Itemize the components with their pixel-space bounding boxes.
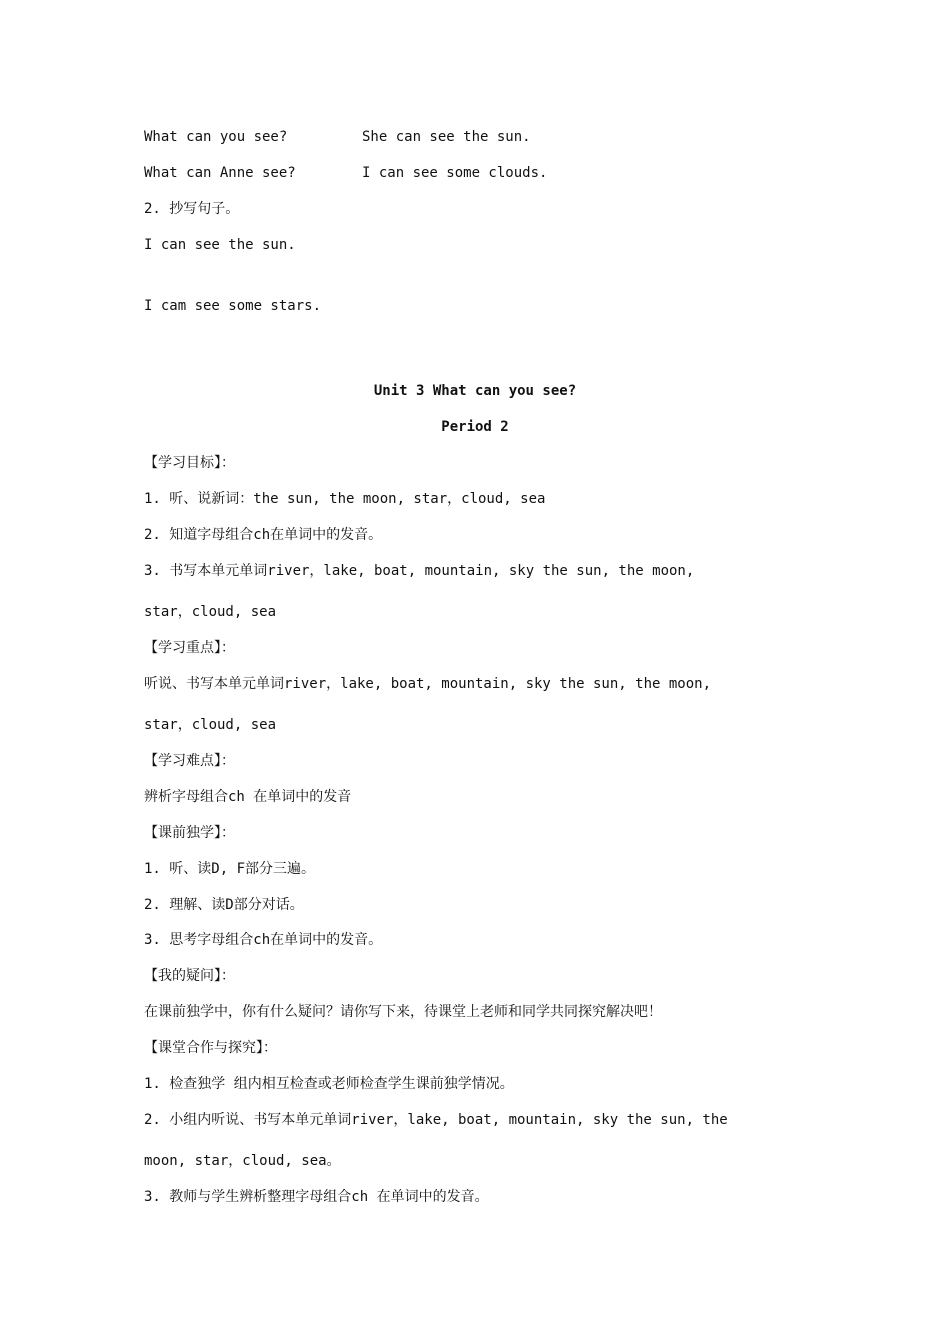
period-title: Period 2 xyxy=(441,419,509,435)
copy-heading: 2. 抄写句子。 xyxy=(144,201,240,217)
key-point-1: 听说、书写本单元单词river，lake, boat, mountain, sky the sun, the moon, xyxy=(144,676,712,692)
questions-text: 在课前独学中，你有什么疑问？请你写下来，待课堂上老师和同学共同探究解决吧！ xyxy=(144,1004,662,1020)
difficulty-1: 辨析字母组合ch 在单词中的发音 xyxy=(144,789,352,805)
copy-line-2: I cam see some stars. xyxy=(144,298,322,314)
unit-title: Unit 3 What can you see? xyxy=(373,383,577,399)
key-point-1-continued: star，cloud, sea xyxy=(144,717,277,733)
key-points-heading: 【学习重点】： xyxy=(144,640,235,656)
match-question-1: What can you see? xyxy=(144,129,288,145)
cooperation-3: 3. 教师与学生辨析整理字母组合ch 在单词中的发音。 xyxy=(144,1189,489,1205)
objective-2: 2. 知道字母组合ch在单词中的发音。 xyxy=(144,527,383,543)
cooperation-heading: 【课堂合作与探究】： xyxy=(144,1040,277,1056)
preview-3: 3. 思考字母组合ch在单词中的发音。 xyxy=(144,932,383,948)
copy-line-1: I can see the sun. xyxy=(144,237,296,253)
objective-1: 1. 听、说新词：the sun, the moon, star，cloud, sea xyxy=(144,491,546,507)
difficulties-heading: 【学习难点】： xyxy=(144,753,235,769)
cooperation-1: 1. 检查独学 组内相互检查或老师检查学生课前独学情况。 xyxy=(144,1076,514,1092)
match-question-2: What can Anne see? xyxy=(144,165,296,181)
preview-1: 1. 听、读D, F部分三遍。 xyxy=(144,861,316,877)
preview-2: 2. 理解、读D部分对话。 xyxy=(144,897,304,913)
objective-3-continued: star，cloud, sea xyxy=(144,604,277,620)
cooperation-2-continued: moon, star，cloud, sea。 xyxy=(144,1153,341,1169)
preview-heading: 【课前独学】： xyxy=(144,825,235,841)
match-answer-1: She can see the sun. xyxy=(362,129,531,145)
match-answer-2: I can see some clouds. xyxy=(362,165,548,181)
objectives-heading: 【学习目标】： xyxy=(144,455,235,471)
questions-heading: 【我的疑问】： xyxy=(144,968,235,984)
cooperation-2: 2. 小组内听说、书写本单元单词river，lake, boat, mountain, sky the sun, the xyxy=(144,1112,728,1128)
objective-3: 3. 书写本单元单词river，lake, boat, mountain, sky the sun, the moon, xyxy=(144,563,695,579)
